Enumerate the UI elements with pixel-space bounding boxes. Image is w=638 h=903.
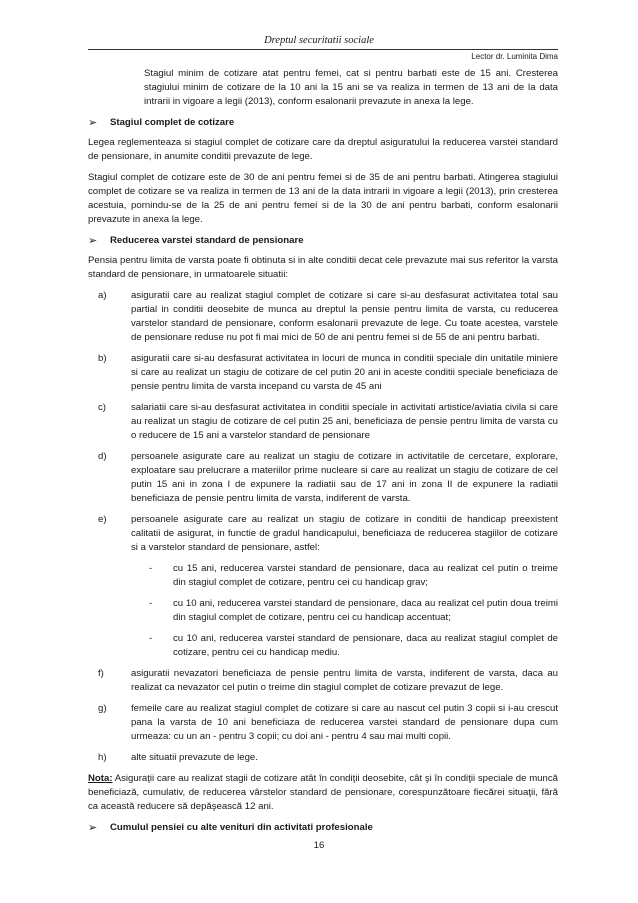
note-paragraph xyxy=(88,772,558,814)
dash-bullet: - xyxy=(149,633,153,644)
running-header-author: Lector dr. Luminita Dima xyxy=(471,52,558,61)
intro-paragraph: Stagiul minim de cotizare atat pentru femei, cat si pentru barbati este de 15 ani. Cresterea stagiului minim de cotizare de la 10 ani la 15 ani se va realiza in termen de 13 ani de la data intrarii in vigoare a legii (2013), conform esalonarii prevazute in anexa la lege. xyxy=(144,68,558,107)
section-heading-stagiul-complet xyxy=(88,116,558,130)
arrow-bullet-icon: ➢ xyxy=(88,822,98,834)
section1-paragraph-2: Stagiul complet de cotizare este de 30 de ani pentru femei si de 35 de ani pentru barbati. Atingerea stagiului complet de cotizare se va realiza in termen de 13 ani de la data intrarii in vigoare a legii (2013), prin cresterea acestuia, pornindu-se de la 25 de ani pentru femei si de la 30 de ani pentru barbati, conform esalonarii prevazute in anexa la lege. xyxy=(88,172,558,225)
list-item-b xyxy=(88,352,558,394)
list-item-label: c) xyxy=(98,402,106,413)
sub-item-text: cu 15 ani, reducerea varstei standard de pensionare, daca au realizat cel putin o treime din stagiul complet de cotizare, pentru cei cu handicap grav; xyxy=(173,563,558,588)
section-heading-reducerea-varstei xyxy=(88,234,558,248)
section-heading-label: Reducerea varstei standard de pensionare xyxy=(110,235,304,246)
list-item-text: salariatii care si-au desfasurat activitatea in conditii speciale in activitati artistice/aviatia civila si care au realizat un stagiu de cotizare de cel putin 25 ani, beneficiaza de pensie pentru limita de varsta cu o reducere de 15 ani a varstelor standard de pensionare xyxy=(131,402,558,441)
list-item-label: g) xyxy=(98,703,107,714)
dash-bullet: - xyxy=(149,598,153,609)
list-item-text: persoanele asigurate care au realizat un stagiu de cotizare in conditii de handicap preexistent calitatii de asigurat, in functie de gradul handicapului, beneficiaza de reducerea stagiilor de cotizare si a varstelor standard de pensionare, astfel: xyxy=(131,514,558,553)
document-body xyxy=(88,67,558,841)
list-item-g xyxy=(88,702,558,744)
sub-item-text: cu 10 ani, reducerea varstei standard de pensionare, daca au realizat stagiul complet de cotizare, pentru cei cu handicap mediu. xyxy=(173,633,558,658)
list-item-h xyxy=(88,751,558,765)
header-divider xyxy=(88,49,558,50)
section-heading-label: Stagiul complet de cotizare xyxy=(110,117,235,128)
section-heading-label: Cumulul pensiei cu alte venituri din activitati profesionale xyxy=(110,822,373,833)
note-text: Asiguraţii care au realizat stagii de cotizare atât în condiţii deosebite, cât şi în condiţii speciale de muncă beneficiază, cumulativ, de reducerea vârstelor standard de pensionare, corespunzătoare fiecărei situaţii, fără ca această reducere să depăşească 12 ani. xyxy=(88,773,558,812)
page-number: 16 xyxy=(313,840,325,851)
running-header-title: Dreptul securitatii sociale xyxy=(264,35,374,46)
list-item-e xyxy=(88,513,558,555)
list-item-text: persoanele asigurate care au realizat un stagiu de cotizare in activitatile de cercetare, explorare, exploatare sau prelucrare a materiilor prime nucleare si care au realizat un stagiu de cotizare de cel putin 15 ani in zona I de expunere la radiatii sau de 17 ani in zona II de expunere la radiatii beneficiaza de pensie pentru limita de varsta, indiferent de varsta. xyxy=(131,451,558,504)
list-item-d xyxy=(88,450,558,506)
dash-bullet: - xyxy=(149,563,153,574)
sub-item-handicap-accentuat xyxy=(141,597,558,625)
list-item-label: b) xyxy=(98,353,107,364)
list-item-text: asiguratii care si-au desfasurat activitatea in locuri de munca in conditii speciale din unitatile miniere si care au realizat un stagiu de cotizare de cel putin 20 ani in aceste conditii speciale beneficiaza de pensie pentru limita de varsta incepand cu varsta de 45 ani xyxy=(131,353,558,392)
list-item-text: alte situatii prevazute de lege. xyxy=(131,752,258,763)
list-item-text: asiguratii care au realizat stagiul complet de cotizare si care si-au desfasurat activitatea total sau partial in conditii deosebite de munca au dreptul la pensie pentru limita de varsta, cu reducerea varstelor standard de pensionare, conform esalonarii prevazute de lege. Cu toate acestea, varstele de pensionare reduse nu pot fi mai mici de 50 de ani pentru femei si de 55 de ani pentru barbati. xyxy=(131,290,558,343)
sub-item-text: cu 10 ani, reducerea varstei standard de pensionare, daca au realizat cel putin doua treimi din stagiul complet de cotizare, pentru cei cu handicap accentuat; xyxy=(173,598,558,623)
list-item-label: e) xyxy=(98,514,107,525)
list-item-f xyxy=(88,667,558,695)
list-item-label: a) xyxy=(98,290,107,301)
list-item-label: d) xyxy=(98,451,107,462)
list-item-a xyxy=(88,289,558,345)
sub-item-handicap-mediu xyxy=(141,632,558,660)
list-item-text: femeile care au realizat stagiul complet de cotizare si care au nascut cel putin 3 copii si i-au crescut pana la varsta de 10 ani beneficiaza de reducerea varstei standard de pensionare dupa cum urmeaza: cu un an - pentru 3 copii; cu doi ani - pentru 4 sau mai multi copii. xyxy=(131,703,558,742)
list-item-c xyxy=(88,401,558,443)
list-item-label: h) xyxy=(98,752,107,763)
list-item-text: asiguratii nevazatori beneficiaza de pensie pentru limita de varsta, indiferent de varsta, daca au realizat ca nevazator cel putin o treime din stagiul complet de cotizare prevazut de lege. xyxy=(131,668,558,693)
note-label: Nota: xyxy=(88,773,113,784)
section2-intro-paragraph: Pensia pentru limita de varsta poate fi obtinuta si in alte conditii decat cele prevazute mai sus referitor la varsta standard de pensionare, in urmatoarele situatii: xyxy=(88,255,558,280)
section-heading-cumulul-pensiei xyxy=(88,821,558,835)
arrow-bullet-icon: ➢ xyxy=(88,235,98,247)
list-item-label: f) xyxy=(98,668,104,679)
arrow-bullet-icon: ➢ xyxy=(88,117,98,129)
section1-paragraph-1: Legea reglementeaza si stagiul complet de cotizare care da dreptul asiguratului la reducerea varstei standard de pensionare, in anumite conditii prevazute de lege. xyxy=(88,137,558,162)
sub-item-handicap-grav xyxy=(141,562,558,590)
